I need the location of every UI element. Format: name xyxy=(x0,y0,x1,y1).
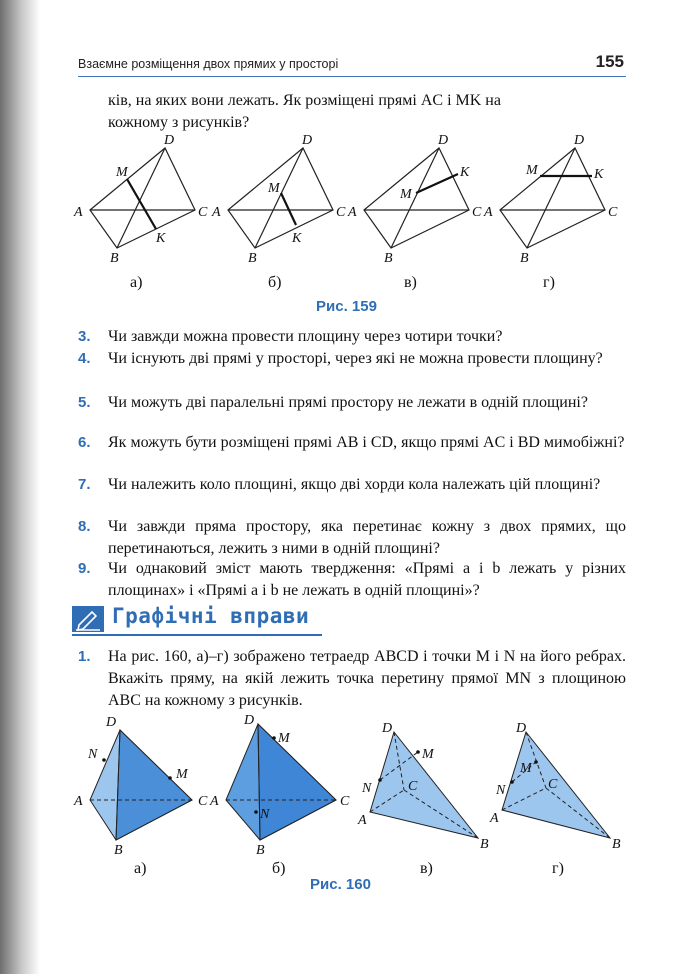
fig159-sub-a: а) xyxy=(130,274,143,291)
fig159d-label-A: A xyxy=(484,205,493,220)
question-number: 7. xyxy=(78,476,91,493)
question-3 xyxy=(78,326,626,348)
fig160-panel-c xyxy=(357,721,489,852)
fig159d-label-D: D xyxy=(574,133,585,148)
question-number: 6. xyxy=(78,434,91,451)
fig160-sub-d: г) xyxy=(552,860,564,877)
question-text: Як можуть бути розміщені прямі AB і CD, якщо прямі AC і BD мимобіжні? xyxy=(108,434,625,451)
fig159-panel-b xyxy=(211,133,346,266)
figure-159 xyxy=(70,130,630,270)
fig159a-label-D: D xyxy=(164,133,175,148)
fig160a-label-C: C xyxy=(198,794,208,809)
fig159a-label-A: A xyxy=(74,205,83,220)
fig159a-label-K: K xyxy=(156,231,166,246)
fig160d-label-M: M xyxy=(520,761,532,776)
fig159-sub-c: в) xyxy=(404,274,417,291)
intro-line-2: кожному з рисунків? xyxy=(108,114,250,131)
pencil-icon xyxy=(72,606,104,632)
fig159-caption: Рис. 159 xyxy=(316,298,377,315)
fig159d-label-K: K xyxy=(594,167,604,182)
fig160-caption: Рис. 160 xyxy=(310,876,371,893)
fig159b-label-A: A xyxy=(212,205,221,220)
fig159b-label-K: K xyxy=(292,231,302,246)
fig159b-label-M: M xyxy=(268,181,280,196)
question-number: 3. xyxy=(78,328,91,345)
question-8 xyxy=(78,516,626,560)
fig159a-label-M: M xyxy=(116,165,128,180)
fig160c-label-D: D xyxy=(382,721,393,736)
exercise-number: 1. xyxy=(78,648,91,665)
fig160c-label-A: A xyxy=(358,813,367,828)
question-7 xyxy=(78,474,626,496)
exercise-1 xyxy=(78,646,626,712)
fig159b-label-D: D xyxy=(302,133,313,148)
figure-160 xyxy=(70,712,630,857)
fig160c-label-M: M xyxy=(422,747,434,762)
question-text: Чи належить коло площині, якщо дві хорди кола належать цій площині? xyxy=(108,476,601,493)
fig159c-label-M: M xyxy=(400,187,412,202)
exercise-text: На рис. 160, а)–г) зображено тетраедр ABCD і точки M і N на його ребрах. Вкажіть пряму, на якій лежить точка перетину прямої MN з площиною ABC на кожному з рисунків. xyxy=(108,648,626,709)
fig160c-label-N: N xyxy=(362,781,372,796)
fig160b-label-M: M xyxy=(278,731,290,746)
fig160d-label-D: D xyxy=(516,721,527,736)
fig159c-label-B: B xyxy=(384,251,393,266)
fig159-panel-c xyxy=(347,133,482,266)
fig160a-label-D: D xyxy=(106,715,117,730)
fig159-panel-a xyxy=(73,133,208,266)
fig159a-label-C: C xyxy=(198,205,208,220)
question-4 xyxy=(78,348,626,370)
question-number: 8. xyxy=(78,518,91,535)
fig160c-label-B: B xyxy=(480,837,489,852)
fig160a-label-B: B xyxy=(114,843,123,857)
fig160b-label-C: C xyxy=(340,794,350,809)
question-number: 4. xyxy=(78,350,91,367)
fig159c-label-A: A xyxy=(348,205,357,220)
running-header xyxy=(78,52,626,77)
fig160d-label-N: N xyxy=(496,783,506,798)
question-text: Чи завжди пряма простору, яка перетинає кожну з двох прямих, що перетинаються, лежить з ними в одній площині? xyxy=(108,518,626,557)
fig159b-label-C: C xyxy=(336,205,346,220)
fig160b-label-D: D xyxy=(244,713,255,728)
header-title: Взаємне розміщення двох прямих у просторі xyxy=(78,57,339,71)
fig160d-label-C: C xyxy=(548,777,558,792)
fig160d-label-A: A xyxy=(490,811,499,826)
fig160b-label-A: A xyxy=(210,794,219,809)
fig160d-label-B: B xyxy=(612,837,621,852)
question-5 xyxy=(78,392,626,414)
fig160a-label-A: A xyxy=(74,794,83,809)
page-gutter-shadow xyxy=(0,0,40,974)
fig159b-label-B: B xyxy=(248,251,257,266)
question-text: Чи однаковий зміст мають твердження: «Прямі a і b лежать у різних площинах» і «Прямі a і b не лежать в одній площині»? xyxy=(108,560,626,599)
section-heading xyxy=(72,604,322,634)
question-text: Чи можуть дві паралельні прямі простору не лежати в одній площині? xyxy=(108,394,588,411)
fig159d-label-C: C xyxy=(608,205,618,220)
fig160-sub-a: а) xyxy=(134,860,147,877)
question-9 xyxy=(78,558,626,602)
fig159c-label-K: K xyxy=(460,165,470,180)
fig160a-label-N: N xyxy=(88,747,98,762)
fig159-panel-d xyxy=(483,133,618,266)
question-number: 5. xyxy=(78,394,91,411)
question-text: Чи існують дві прямі у просторі, через які не можна провести площину? xyxy=(108,350,603,367)
intro-line-1: ків, на яких вони лежать. Як розміщені прямі AC і MK на xyxy=(108,92,501,109)
fig159d-label-M: M xyxy=(526,163,538,178)
fig159d-label-B: B xyxy=(520,251,529,266)
fig160b-label-B: B xyxy=(256,843,265,857)
fig160-panel-b xyxy=(209,713,350,857)
fig160b-label-N: N xyxy=(260,807,270,822)
fig160-sub-b: б) xyxy=(272,860,286,877)
fig160-sub-c: в) xyxy=(420,860,433,877)
page-number: 155 xyxy=(595,52,624,71)
section-underline xyxy=(72,634,322,636)
fig160c-label-C: C xyxy=(408,779,418,794)
question-text: Чи завжди можна провести площину через чотири точки? xyxy=(108,328,503,345)
fig159-sub-d: г) xyxy=(543,274,555,291)
section-title: Графічні вправи xyxy=(112,604,310,628)
fig159c-label-D: D xyxy=(438,133,449,148)
question-number: 9. xyxy=(78,560,91,577)
fig159-sub-b: б) xyxy=(268,274,282,291)
fig159a-label-B: B xyxy=(110,251,119,266)
question-6 xyxy=(78,432,626,454)
fig159c-label-C: C xyxy=(472,205,482,220)
fig160-panel-d xyxy=(489,721,621,852)
fig160a-label-M: M xyxy=(176,767,188,782)
fig160-panel-a xyxy=(73,715,208,857)
